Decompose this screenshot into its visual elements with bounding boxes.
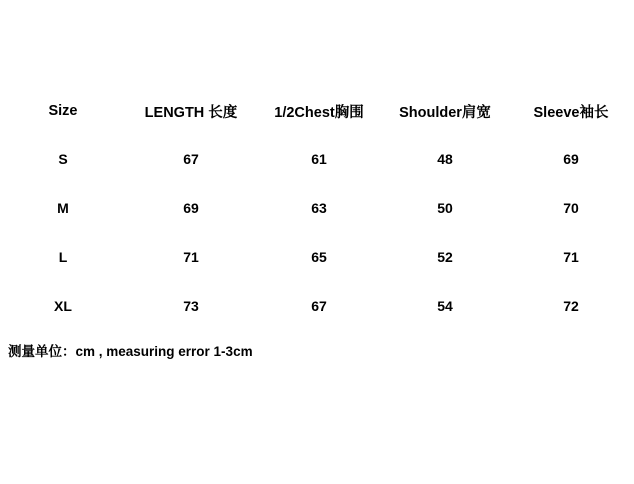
cell-sleeve: 70 (563, 199, 579, 216)
cell-size: S (58, 150, 68, 167)
size-table-header (0, 88, 634, 134)
cell-shoulder: 48 (437, 150, 453, 167)
cell-chest: 61 (311, 150, 327, 167)
cell-sleeve: 71 (563, 248, 579, 265)
table-header-row (0, 88, 634, 134)
cell-size: M (57, 199, 69, 216)
size-table-container (0, 88, 634, 330)
column-header-length: LENGTH 长度 (144, 104, 238, 121)
column-header-sleeve: Sleeve袖长 (533, 104, 609, 121)
size-table (0, 88, 634, 330)
cell-length: 69 (183, 199, 199, 216)
table-row (0, 232, 634, 281)
column-header-chest: 1/2Chest胸围 (274, 104, 364, 121)
table-row (0, 183, 634, 232)
cell-chest: 63 (311, 199, 327, 216)
cell-sleeve: 72 (563, 297, 579, 314)
cell-sleeve: 69 (563, 150, 579, 167)
cell-shoulder: 52 (437, 248, 453, 265)
cell-size: XL (54, 297, 72, 314)
size-table-body (0, 134, 634, 330)
cell-length: 73 (183, 297, 199, 314)
cell-chest: 67 (311, 297, 327, 314)
cell-size: L (58, 248, 68, 265)
table-row (0, 281, 634, 330)
cell-shoulder: 54 (437, 297, 453, 314)
cell-length: 71 (183, 248, 199, 265)
cell-length: 67 (183, 150, 199, 167)
cell-shoulder: 50 (437, 199, 453, 216)
measurement-note: 测量单位：cm , measuring error 1-3cm (8, 344, 253, 359)
column-header-size: Size (48, 103, 78, 119)
column-header-shoulder: Shoulder肩宽 (399, 104, 491, 121)
cell-chest: 65 (311, 248, 327, 265)
table-row (0, 134, 634, 183)
